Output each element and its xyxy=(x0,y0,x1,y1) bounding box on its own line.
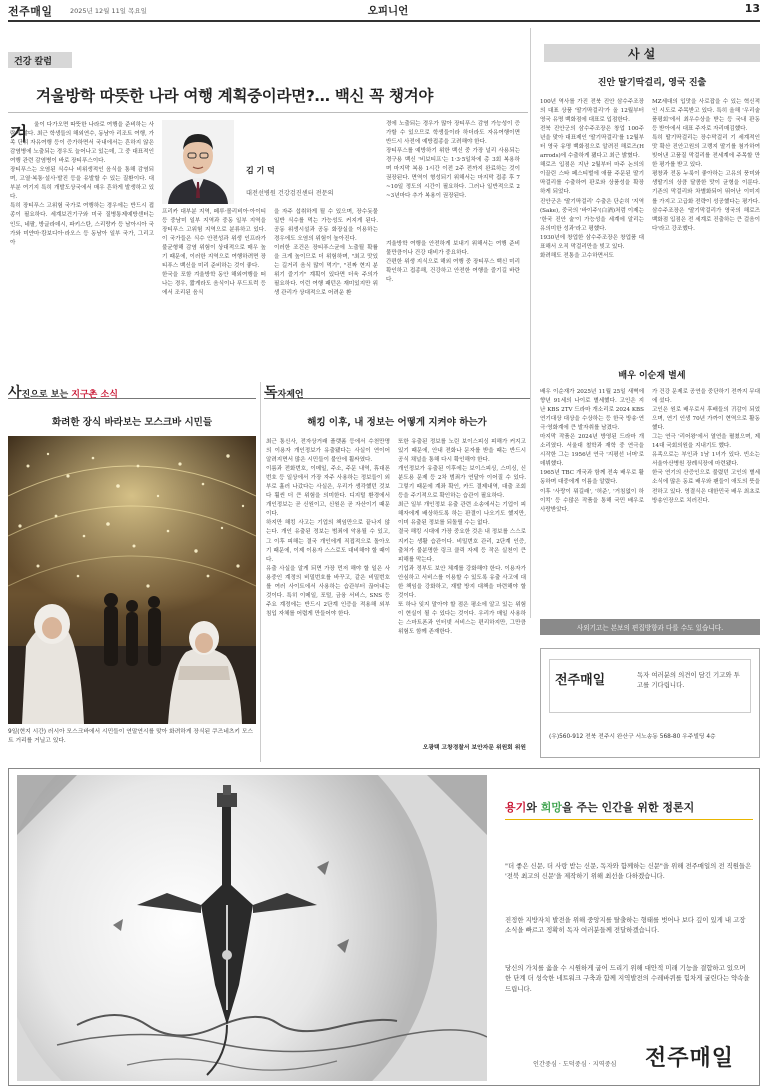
ad-paragraph-3: 당신의 가치를 옳을 수 시원하게 굽어 드리기 위해 대안적 미래 기능을 결합하고 있으며 한 단계 더 성숙한 네트워크 구축과 함께 지역발전의 수레바퀴를 힘차게 굴린다는 약속을 드립니다. xyxy=(505,964,750,993)
editorial-tag xyxy=(544,44,760,62)
world-news-tag-accent: 지구촌 소식 xyxy=(71,390,118,400)
author-title: 대전선병원 건강검진센터 전문의 xyxy=(246,190,334,197)
health-headline-rule xyxy=(8,112,528,113)
world-news-tag-rest: 진으로 보는 xyxy=(21,390,72,400)
ad-slogan: 인간중심 · 도덕중심 · 지역중심 xyxy=(533,1061,617,1068)
page-number: 13 xyxy=(744,2,760,15)
obituary-col2: 가 건강 문제로 공연을 중단하기 전까지 무대에 섰다. 고인은 원로 배우로서 후배들의 귀감이 되었으며, 연기 인생 70년 가까이 현역으로 활동했다. 그는 연극 '리어왕'에서 열연을 펼쳤으며, 제14대 국회의원을 지내기도 했다. 유족으로는 부인과 1남 1녀가 있다. 빈소는 서울아산병원 장례식장에 마련됐다. 한국 연기의 산증인으로 불렸던 고인의 별세 소식에 많은 동료 배우와 팬들이 애도의 뜻을 전하고 있다. 영결식은 대한민국 배우 최초로 방송인장으로 치러진다. xyxy=(652,389,760,504)
editorial-headline: 진안 딸기딱걸리, 영국 진출 xyxy=(597,78,707,88)
reader-contribution-author: 오광택 고창경찰서 보안자문 위원회 위원 xyxy=(422,745,526,751)
ad-headline-accent2: 희망 xyxy=(540,801,562,814)
ad-headline-rest: 을 주는 인간을 위한 정론지 xyxy=(562,801,695,814)
contribution-notice xyxy=(540,619,760,635)
submission-box xyxy=(540,648,760,758)
world-news-tag xyxy=(8,382,256,399)
health-column-col5: 겨울방학 여행을 안전하게 보내기 위해서는 여행 준비물만큼이나 건강 대비가 중요하다. 간편한 위생 지식으로 해외 여행 중 장티푸스 백신 미리 확인하고 접종해, 건강하고 안전한 여행을 즐기길 바란다. xyxy=(386,241,520,284)
reader-contribution-col2: 또한 유출된 정보를 노린 보이스피싱 피해가 커지고 있기 때문에, 안내 전화나 문자를 받을 때는 반드시 공식 채널을 통해 다시 확인해야 한다. 개인정보가 유출된 이후에는 보이스피싱, 스미싱, 신분도용 문제 등 2차 범죄가 연달아 이어질 수 있다. 그렇기 때문에 계좌 확인, 카드 결제내역, 대출 조회 등을 주기적으로 확인하는 습관이 필요하다. 최근 일부 개인정보 유출 관련 소송에서는 기업이 피해자에게 배상하도록 하는 판결이 나오기도 했지만, 이미 유출된 정보를 되돌릴 수는 없다. 결국 해킹 시대에 가장 중요한 것은 내 정보를 스스로 지키는 생활 습관이다. 비밀번호 관리, 2단계 인증, 출처가 불분명한 링크 클릭 자제 등 작은 실천이 큰 피해를 막는다. 기업과 정부도 보안 체계를 강화해야 한다. 이용자가 안심하고 서비스를 이용할 수 있도록 유출 사고에 대한 책임을 강화하고, 재발 방지 대책을 마련해야 할 것이다. 또 하나 잊지 말아야 할 점은 평소에 알고 있는 위험이 현실이 될 수 있다는 것이다. 우리가 매일 사용하는 스마트폰과 인터넷 서비스는 편리하지만, 그만큼 위험도 함께 존재한다. xyxy=(398,439,526,635)
masthead-rule xyxy=(8,20,760,22)
reader-contribution-tag-big: 독 xyxy=(264,385,278,401)
author-photo xyxy=(162,120,234,204)
ad-paper-name: 전주매일 xyxy=(645,1046,735,1071)
masthead-section: 오피니언 xyxy=(367,5,409,17)
reader-contribution-headline: 해킹 이후, 내 정보는 어떻게 지켜야 하는가 xyxy=(307,417,487,428)
health-column-tag xyxy=(8,52,72,68)
moscow-street-photo-icon xyxy=(8,436,256,724)
editorial-col2: MZ세대의 입맛을 사로잡을 수 있는 혁신적인 시도로 주목받고 있다. 특히 올해 '우리술 품평회'에서 최우수상을 받는 등 국내 판동 등 받아에서 대표 주자로 자리매김했다. 특히 딸기딱걸리는 장수막걸리 기 세계적인 맛 확산 진안고원의 고랭지 딸기를 첨가하여 빚어낸 고품질 막걸리를 전세계에 주목할 만한 평가를 받고 있다. 평창과 전동 누룩이 좋아하는 고유의 풍미와 생딸기의 상큼 달콤한 맛이 균형을 이룬다. 기존의 막걸리와 차별화되어 뛰어난 이미지를 가지고 고급화 전략이 성공했다는 평가다. 삼수주조장은 '딸기막걸리가 영국의 해로즈백화점 입점은 전 세계로 진출하는 큰 걸음이다'라고 강조했다. xyxy=(652,99,760,232)
reader-contribution-tag-rest: 자제언 xyxy=(277,390,304,400)
ad-headline-mid: 와 xyxy=(526,801,541,814)
ad-paragraph-2: 진정한 지방자치 발전을 위해 중앙지를 탈출하는 형태를 벗어나 보다 깊이 있게 내 고장 소식을 빠르고 정확히 독자 여러분들께 전달하겠습니다. xyxy=(505,916,746,935)
ad-headline-rule xyxy=(505,819,753,820)
world-news-photo xyxy=(8,436,256,724)
fountain-pen-illustration-icon xyxy=(17,775,487,1081)
health-column-col4: 경에 노출되는 경우가 많아 장티푸스 감염 가능성이 증가할 수 있으므로 학생들이라 하더라도 자유여행이면 반드시 사전에 예방접종을 고려해야 한다. 장티푸스를 예방하기 위한 백신 중 가장 널리 사용되는 경구용 백신 '비보티프'는 1·3·5일차에 총 3회 복용하며 마지막 복용 1시간 이전 2주 전까지 완료하는 것이 권장된다. 면역이 형성되기 위해서는 마지막 접종 후 7~10일 정도의 시간이 필요하다. 그러나 일반적으로 2~3년마다 추가 복용이 권장된다. xyxy=(386,121,520,200)
author-name: 김 기 덕 xyxy=(246,166,275,175)
contribution-notice-text: 사외기고는 본보의 편집방향과 다를 수도 있습니다. xyxy=(576,624,724,632)
editorial-tag-label: 사설 xyxy=(628,47,660,61)
ad-paragraph-1: "더 좋은 신문, 더 사랑 받는 신문, 독자와 함께하는 신문"을 위해 전주매일의 전 직원들은 '전북 최고의 신문'을 제작하기 위해 최선을 다하겠습니다. xyxy=(505,862,752,881)
ad-illustration xyxy=(17,775,487,1081)
submission-paper-name: 전주매일 xyxy=(555,673,606,688)
author-portrait-icon xyxy=(162,120,234,204)
obituary-headline: 배우 이순재 별세 xyxy=(618,371,686,381)
masthead-paper-name: 전주매일 xyxy=(8,5,53,18)
advertisement-box xyxy=(8,768,760,1086)
photo-divider xyxy=(260,382,261,762)
health-column-col3: 을 자주 섭취하게 될 수 있으며, 장수돗물 일반 식수를 먹는 가능성도 커지게 된다. 공동 위생시설과 공동 화장실을 이용하는 경우에도 오염의 위험이 높아진다. 이러한 조건은 장티푸스균에 노출될 확률을 크게 높이므로 더 위험하며, "최고 맛있는 길거리 음식 많이 먹기", "진짜 현지 분위기 즐기기" 계획이 있다면 더욱 주의가 필요하다. 이런 여행 패턴은 재미있지만 위생 관리가 상대적으로 어려운 환 xyxy=(274,209,378,297)
health-drop-cap: 겨 xyxy=(10,124,28,145)
submission-text: 독자 여러분의 의견이 담긴 기고와 투고를 기다립니다. xyxy=(637,671,740,689)
submission-address: (우)560-912 전북 전주시 완산구 서노송동 568-80 우주빌딩 4층 xyxy=(549,734,716,740)
world-news-caption: 9일(현지 시간) 러시아 모스크바에서 시민들이 연말연시를 맞아 화려하게 장식된 쿠즈네츠키 모스트 거리를 거닐고 있다. xyxy=(8,729,254,744)
editorial-col1: 100년 역사를 가진 전북 진안 삼수주조장의 대표 상품 '딸기딱걸리'가 올 12월부터 영국 유명 백화점에 대표로 입점한다. 전북 진안군의 삼수주조장은 창업 100주년을 맞아 대표제인 '딸기딱걸리'를 12월부터 영국 유명 백화점으로 알려진 해로즈(Harrods)에 수출하게 됐다고 최근 밝혔다. 해로즈 입점은 지난 2월부터 마주 논의의 이끌린 스타 페스티벌에 애플 주문된 딸기딱걸리를 수출하여 판로와 상품성을 확장하게 되었다. 진안군은 '딸기딱걸리' 수출은 단순히 '지역(Sake), 중국의 '바이주'(白酒)처럼 이제는 '한국 진안 술'이 가능성을 세계에 알리는 유의미한 성과'라고 평했다. 1930년에 창업한 삼수주조장은 창업품 대표해서 오직 막걸리만을 빚고 있다. 화려해도 전통을 고수하면서도 xyxy=(540,99,644,259)
health-column-col2: 프리카 대부분 지역, 페루·볼리비아·아이티 등 중남미 일부 지역과 중동 일부 지역을 장티푸스 고위험 지역으로 분류하고 있다. 이 국가들은 식수 안전성과 위생 인프라가 불균형해 감염 위험이 상대적으로 매우 높기 때문에, 이러한 지역으로 여행하려면 장티푸스 백신을 미리 준비하는 것이 좋다. 한국을 포함 겨울방학 동안 해외여행을 떠나는 경우, 짧게라도 음식이나 푸드트럭 등에서 조리된 음식 xyxy=(162,209,266,297)
editorial-divider xyxy=(530,28,531,618)
health-column-headline: 겨울방학 따뜻한 나라 여행 계획중이라면?… 백신 꼭 챙겨야 xyxy=(36,87,434,105)
reader-contribution-tag xyxy=(264,382,530,399)
health-column-tag-label: 건강 칼럼 xyxy=(14,57,52,67)
reader-contribution-col1: 최근 통신사, 전자상거래 플랫폼 등에서 수천만명의 이용자 개인정보가 유출됐다는 사실이 연이어 알려지면서 많은 시민들이 불안에 휩싸였다. 이름과 전화번호, 이메일, 주소, 주문 내역, 휴대폰번호 등 일상에서 가장 자주 사용하는 정보들이 외부로 흘러 나갔다는 사실은, 우리가 생각했던 것보다 훨씬 더 큰 위험을 의미한다. 디지털 환경에서 개인정보는 곧 신원이고, 신원은 곧 자산이기 때문이다. 하지만 해킹 사고는 기업의 책임만으로 끝나지 않는다. 개인 유출된 정보는 범죄에 악용될 수 있고, 그 이후 피해는 결국 개인에게 직접적으로 돌아오기 때문에, 이제 이용자 스스로도 대비해야 할 때이다. 유출 사실을 알게 되면 가장 먼저 해야 할 일은 사용중인 계정의 비밀번호를 바꾸고, 같은 비밀번호를 여러 사이트에서 사용하는 습관부터 끊어내는 것이다. 특히 이메일, 포털, 금융 서비스, SNS 등 주요 계정에는 반드시 2단계 인증을 적용해 외부 침입 자체를 어렵게 만들어야 한다. xyxy=(266,439,390,617)
world-news-tag-big: 사 xyxy=(8,385,22,401)
masthead xyxy=(8,0,760,20)
world-news-headline: 화려한 장식 바라보는 모스크바 시민들 xyxy=(51,417,213,428)
ad-headline-accent1: 용기 xyxy=(505,801,527,814)
obituary-col1: 배우 이순재가 2025년 11월 25일 새벽에 향년 91세의 나이로 별세했다. 고인은 지난 KBS 2TV 드라마 개소리로 2024 KBS 연기대상 대상을 수상하는 등 한국 방송·연극·영화계에 큰 발자취를 남겼다. 마지막 작품은 2024년 방영된 드라마 개소리였다. 서울대 철학과 재학 중 연극을 시작한 그는 1956년 연극 '지평선 너머'로 데뷔했다. 1965년 TBC 개국과 함께 전속 배우로 활동하며 대중에게 이름을 알렸다. 이후 '사랑이 뭐길래', '허준', '거침없이 하이킥' 등 수많은 작품을 통해 국민 배우로 사랑받았다. xyxy=(540,389,644,513)
masthead-date: 2025년 12월 11일 목요일 xyxy=(70,7,147,15)
ad-headline xyxy=(505,799,755,815)
health-column-col1: 울이 다가오면 따뜻한 나라로 여행을 준비하는 사람이 많다. 최근 학생들의 해외연수, 동남아 리조트 여행, 가족 단위 자유여행 등이 증가하면서 국내에서는 흔하지 않은 감염병에 노출되는 경우도 늘어나고 있는데, 그 중 대표적인 여행 관련 감염병이 바로 장티푸스이다. 장티푸스는 오염된 식수나 비위생적인 음식을 통해 감염되며, 고열·복통·설사·발진 등을 유발할 수 있는 질환이다. 대부분 여기지 특히 개발도상국에서 매우 흔하게 발생하고 있다. 특히 장티푸스 고위험 국가로 여행하는 경우에는 반드시 접종이 필요하다. 세계보건기구와 미국 질병통제예방센터는 인도, 네팔, 방글라데시, 파키스탄, 스리랑카 등 남아시아 국가와 미얀마·캄보디아·라오스 등 동남아 일부 국가, 그리고 아 xyxy=(10,122,154,246)
